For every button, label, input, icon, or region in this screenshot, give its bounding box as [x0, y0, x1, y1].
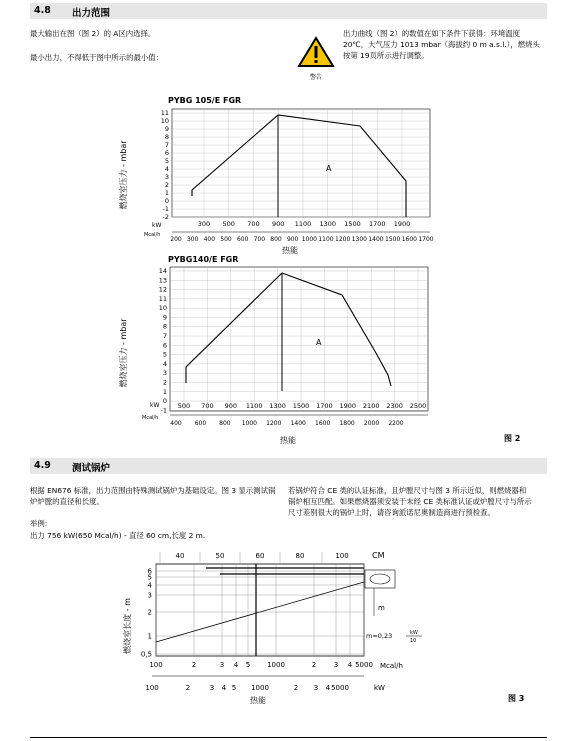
chart3-kw-tick: 5000 — [331, 684, 349, 692]
chart2-ytick: 10 — [158, 304, 167, 313]
chart1-title: PYBG 105/E FGR — [168, 96, 242, 105]
chart2-mcal-tick: 2200 — [388, 420, 404, 427]
chart2-mcal-tick: 1400 — [290, 420, 306, 427]
section-number: 4.9 — [34, 460, 51, 471]
chart2-mcal-tick: 1200 — [266, 420, 282, 427]
chart3-xlabel: 热能 — [250, 696, 266, 705]
chart3-mcal-tick: 5000 — [355, 661, 373, 669]
chart2-kw-tick: 1300 — [269, 402, 286, 410]
chart1-mcal-tick: 1400 — [368, 236, 384, 243]
chart3-ytick: 0,5 — [140, 650, 152, 659]
chart3-formula-num: kW — [410, 630, 418, 636]
chart1-ytick: 3 — [164, 173, 169, 181]
chart1-mcal-tick: 1000 — [301, 236, 317, 243]
chart1-kw-tick: 1500 — [344, 220, 361, 228]
chart1-mcal-tick: 1700 — [418, 236, 434, 243]
chart1-mcal-tick: 600 — [236, 236, 249, 243]
min-output-text: 最小出力，不得低于图中所示的最小值： — [30, 53, 164, 62]
chart3-ytick: 6 — [147, 567, 152, 576]
chart2-mcal-tick: 1800 — [339, 420, 355, 427]
chart1-ytick: 9 — [164, 125, 169, 133]
chart2-kw-tick: 500 — [177, 402, 191, 410]
chart3-top-tick: 40 — [175, 552, 185, 560]
chart3-mcal-tick: 2 — [311, 661, 317, 669]
chart3-kw-tick: 5 — [231, 684, 237, 692]
chart2-curve — [186, 273, 391, 386]
chart2-ytick: -1 — [160, 406, 167, 415]
chart3-mcal-tick: 1000 — [267, 661, 285, 669]
chart3-mcal-tick: 2 — [191, 661, 197, 669]
curve-conditions-text: 出力曲线（图 2）的数值在如下条件下获得：环境温度 20℃，大气压力 1013 mbar（海拔约 0 m a.s.l.），燃烧头按第 19页所示进行调整。 — [343, 29, 540, 60]
chart1-ytick: 0 — [164, 197, 169, 205]
chart3-ytick: 1 — [147, 632, 152, 641]
chart1-mcal-tick: 1100 — [318, 236, 334, 243]
chart1-region-a: A — [326, 164, 332, 173]
chart1-kw-tick: 1100 — [294, 220, 312, 228]
chart3-kw-tick: 3 — [313, 684, 319, 692]
section-header-4-8 — [30, 3, 547, 19]
chart3-kw-tick: 3 — [209, 684, 215, 692]
chart1-ytick: -1 — [162, 205, 169, 213]
chart2-ytick: 1 — [162, 387, 167, 396]
chart1-mcal-tick: 800 — [270, 236, 282, 243]
chart1-mcal-tick: 900 — [286, 236, 299, 243]
chart3-frame — [156, 564, 364, 656]
chart2-title: PYBG140/E FGR — [168, 255, 239, 264]
chart2-mcal-tick: 400 — [170, 420, 182, 427]
chart1-kw-tick: 300 — [197, 220, 211, 228]
chart3-ytick: 4 — [147, 581, 152, 590]
chart2-mcal-tick: 600 — [194, 420, 207, 427]
chart3-kw-unit: kW — [374, 684, 385, 692]
chart1-ytick: 8 — [164, 133, 169, 141]
chart1-mcal-unit: Mcal/h — [144, 232, 161, 238]
chart-pybg140 — [110, 253, 440, 448]
chart1-ytick: -2 — [162, 213, 169, 221]
chart3-mcal-unit: Mcal/h — [380, 662, 403, 670]
chart2-ytick: 0 — [162, 397, 167, 406]
chart2-ytick: 5 — [162, 350, 167, 359]
chart1-mcal-tick: 300 — [186, 236, 199, 243]
test-boiler-text: 根据 EN676 标准，出力范围由特殊测试锅炉为基础设定。图 3 显示测试锅炉炉膛的直径和长度。 — [30, 486, 276, 506]
chart2-mcal-tick: 1000 — [241, 420, 257, 427]
chart2-ytick: 13 — [158, 276, 167, 285]
chart1-kw-tick: 1900 — [393, 220, 411, 228]
chart3-mcal-tick: 100 — [149, 661, 163, 669]
chart2-ytick: 7 — [162, 332, 167, 341]
chart1-kw-unit: kW — [152, 222, 162, 229]
chart2-mcal-unit: Mcal/h — [142, 415, 159, 421]
chart2-kw-tick: 1100 — [245, 402, 263, 410]
chart2-kw-tick: 700 — [201, 402, 214, 410]
chart1-ytick: 7 — [164, 141, 169, 149]
chart3-top-tick: 60 — [255, 552, 265, 560]
chart3-formula-den: 10 — [410, 638, 417, 644]
chart2-ytick: 12 — [158, 285, 167, 294]
section-title: 测试锅炉 — [72, 463, 111, 474]
chart3-top-tick: 50 — [215, 552, 225, 560]
chart3-mcal-tick: 3 — [219, 661, 225, 669]
chart1-ylabel: 燃烧室压力 - mbar — [119, 140, 128, 210]
section-header-4-9 — [30, 458, 547, 474]
chart3-ytick: 5 — [147, 573, 152, 582]
chart1-kw-tick: 500 — [222, 220, 235, 228]
chart2-mcal-tick: 800 — [219, 420, 231, 427]
warning-block — [297, 36, 335, 81]
chart1-kw-tick: 700 — [247, 220, 260, 228]
chart2-mcal-tick: 1600 — [315, 420, 331, 427]
chart1-mcal-tick: 1200 — [335, 236, 351, 243]
chart2-kw-tick: 1900 — [339, 402, 357, 410]
chart2-mcal-tick: 2000 — [363, 420, 380, 427]
footer-rule — [30, 737, 547, 738]
chart3-kw-tick: 4 — [325, 684, 331, 692]
chart2-ytick: 11 — [158, 294, 167, 303]
chart1-mcal-tick: 1500 — [385, 236, 401, 243]
chart3-formula: m=0,23 — [366, 632, 393, 640]
chart1-mcal-tick: 1300 — [351, 236, 367, 243]
chart2-kw-tick: 1500 — [292, 402, 310, 410]
chart2-ytick: 3 — [162, 369, 167, 378]
chart2-ytick: 14 — [158, 267, 167, 275]
warning-icon — [297, 36, 335, 68]
example-label: 举例: — [30, 519, 48, 528]
chart1-mcal-tick: 1600 — [401, 236, 417, 243]
chart2-ylabel: 燃烧室压力 - mbar — [119, 318, 128, 388]
chart1-mcal-tick: 500 — [220, 236, 232, 243]
example-text: 出力 756 kW(650 Mcal/h) - 直径 60 cm,长度 2 m. — [30, 531, 206, 540]
chart3-chamber-diagram — [365, 570, 395, 588]
chart-pybg105 — [110, 95, 440, 255]
figure2-label: 图 2 — [504, 434, 521, 443]
chart1-curve — [192, 115, 406, 217]
chart1-kw-tick: 1300 — [319, 220, 337, 228]
chart3-kw-tick: 100 — [145, 684, 159, 692]
chart3-kw-tick: 2 — [185, 684, 191, 692]
chart3-kw-tick: 1000 — [251, 684, 269, 692]
chart1-ytick: 11 — [160, 109, 169, 117]
chart2-kw-unit: kW — [150, 402, 160, 409]
chart3-mcal-tick: 3 — [333, 661, 339, 669]
chart3-mcal-tick: 4 — [233, 661, 239, 669]
chart1-ytick: 1 — [164, 189, 169, 197]
chart3-ytick: 3 — [147, 591, 152, 600]
chart2-frame — [170, 267, 428, 411]
chart2-kw-tick: 2300 — [386, 402, 403, 410]
chart1-ytick: 4 — [164, 165, 169, 173]
chart2-ytick: 9 — [162, 313, 167, 322]
chart2-ytick: 8 — [162, 322, 167, 331]
chart3-ytick: 2 — [147, 608, 152, 617]
max-output-text: 最大输出在图（图 2）的 A区内选择。 — [30, 29, 156, 38]
chart3-kw-tick: 4 — [221, 684, 227, 692]
figure3-label: 图 3 — [508, 694, 525, 703]
chart1-ytick: 10 — [160, 117, 169, 125]
chart2-xlabel: 热能 — [280, 436, 296, 445]
chart1-kw-tick: 900 — [272, 220, 285, 228]
chart1-ytick: 2 — [164, 181, 169, 189]
chart2-kw-tick: 2100 — [362, 402, 380, 410]
section-number: 4.8 — [34, 5, 51, 16]
chart3-ylabel: 燃烧室长度 - m — [123, 598, 132, 654]
section-title: 出力范围 — [72, 8, 111, 19]
chart2-region-a: A — [316, 338, 322, 347]
warning-label: 警告 — [309, 74, 322, 81]
chart3-top-tick: 80 — [295, 552, 305, 560]
chart2-kw-tick: 1700 — [316, 402, 333, 410]
chart1-kw-tick: 1700 — [368, 220, 386, 228]
chart2-kw-tick: 900 — [224, 402, 238, 410]
chart1-mcal-tick: 400 — [203, 236, 216, 243]
ce-compliance-text: 若锅炉符合 CE 类的认证标准，且炉膛尺寸与图 3 所示近似，则燃烧器和锅炉相互匹配。如果燃烧器须安装于未经 CE 类标准认证或炉膛尺寸与所示尺寸差别很大的锅炉上时，请咨询派诺尼奥制造商进行预检查。 — [288, 486, 532, 517]
chart3-mcal-tick: 4 — [347, 661, 353, 669]
chart1-ytick: 5 — [164, 157, 169, 165]
chart2-ytick: 4 — [162, 359, 167, 368]
chart1-mcal-tick: 700 — [253, 236, 266, 243]
chart3-m-label: m — [378, 604, 385, 612]
chart3-mcal-tick: 5 — [245, 661, 251, 669]
chart2-ytick: 6 — [162, 341, 167, 350]
chart3-top-tick: 100 — [335, 552, 349, 560]
chart3-cm-label: CM — [372, 551, 385, 560]
chart2-ytick: 2 — [162, 378, 167, 387]
chart1-mcal-tick: 200 — [170, 236, 182, 243]
chart1-xlabel: 热能 — [282, 246, 298, 255]
chart-test-boiler — [110, 546, 440, 706]
chart1-ytick: 6 — [164, 149, 169, 157]
chart3-kw-tick: 2 — [293, 684, 299, 692]
chart2-kw-tick: 2500 — [409, 402, 427, 410]
